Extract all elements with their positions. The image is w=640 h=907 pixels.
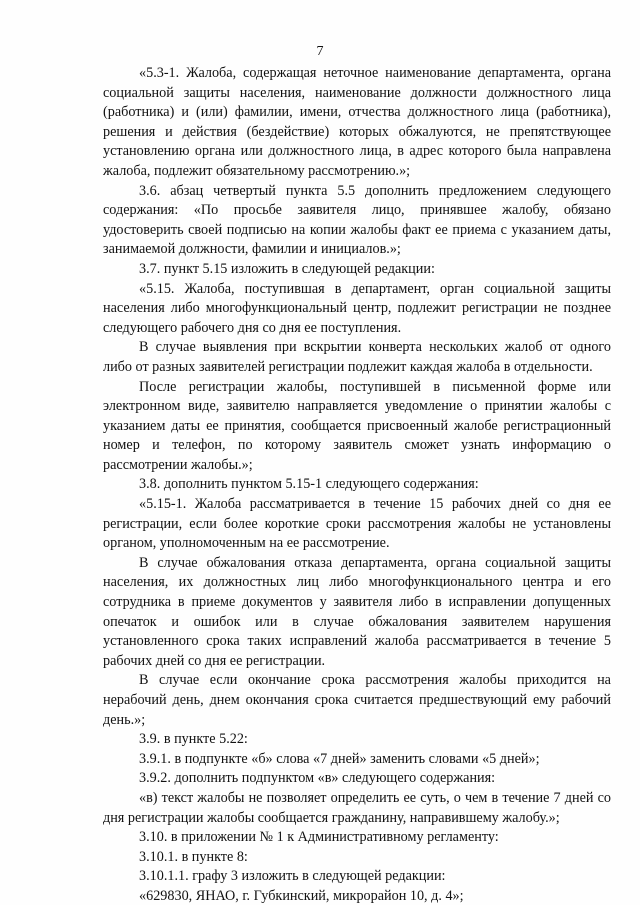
paragraph: «в) текст жалобы не позволяет определить ее суть, о чем в течение 7 дней со дня регистрации жалобы сообщается гражданину, направившему жалобу.»; (103, 789, 611, 826)
paragraph: В случае выявления при вскрытии конверта нескольких жалоб от одного либо от разных заявителей регистрации подлежит каждая жалоба в отдельности. (103, 339, 611, 375)
page-number: 7 (316, 44, 324, 59)
paragraph: «5.15. Жалоба, поступившая в департамент, орган социальной защиты населения либо многофункциональный центр, подлежит регистрации не позднее следующего рабочего дня со дня ее поступления. (103, 280, 611, 336)
paragraph: «5.15-1. Жалоба рассматривается в течение 15 рабочих дней со дня ее регистрации, если более короткие сроки рассмотрения жалобы не установлены органом, уполномоченным на ее рассмотрение. (103, 496, 611, 552)
document-body (103, 64, 611, 907)
paragraph: 3.10.1.1. графу 3 изложить в следующей редакции: (139, 868, 446, 885)
paragraph: «5.3-1. Жалоба, содержащая неточное наименование департамента, органа социальной защиты населения, наименование должности должностного лица (работника) и (или) фамилии, имени, отчества должностного лица (работника), решения и действия (бездействие) которых обжалуются, не препятствующее установлению органа или должностного лица, в адрес которого была направлена жалоба, подлежит обязательному рассмотрению.»; (103, 65, 611, 179)
paragraph: 3.8. дополнить пунктом 5.15-1 следующего содержания: (139, 476, 479, 493)
paragraph: 3.6. абзац четвертый пункта 5.5 дополнить предложением следующего содержания: «По просьбе заявителя лицо, принявшее жалобу, обязано удостоверить своей подписью на копии жалобы факт ее приема с указанием даты, занимаемой должности, фамилии и инициалов.»; (103, 182, 611, 258)
paragraph: 3.9.1. в подпункте «б» слова «7 дней» заменить словами «5 дней»; (139, 750, 540, 767)
paragraph: 3.9. в пункте 5.22: (139, 731, 248, 748)
paragraph: 3.10. в приложении № 1 к Административному регламенту: (139, 829, 499, 846)
paragraph: 3.10.1. в пункте 8: (139, 848, 248, 865)
paragraph: В случае если окончание срока рассмотрения жалобы приходится на нерабочий день, днем окончания срока считается предшествующий ему рабочий день.»; (103, 672, 611, 728)
paragraph: «629830, ЯНАО, г. Губкинский, микрорайон 10, д. 4»; (139, 887, 464, 904)
paragraph: 3.9.2. дополнить подпунктом «в» следующего содержания: (139, 770, 496, 787)
paragraph: После регистрации жалобы, поступившей в письменной форме или электронном виде, заявителю направляется уведомление о принятии жалобы с указанием даты ее принятия, сообщается присвоенный жалобе регистрационный номер и телефон, по которому заявитель сможет узнать информацию о рассмотрении жалобы.»; (103, 378, 611, 473)
paragraph: В случае обжалования отказа департамента, органа социальной защиты населения, их должностных лиц либо многофункционального центра и его сотрудника в приеме документов у заявителя либо в исправлении допущенных опечаток и ошибок или в случае обжалования заявителем нарушения установленного срока таких исправлений жалоба рассматривается в течение 5 рабочих дней со дня ее регистрации. (103, 554, 611, 669)
paragraph: 3.7. пункт 5.15 изложить в следующей редакции: (139, 260, 435, 277)
